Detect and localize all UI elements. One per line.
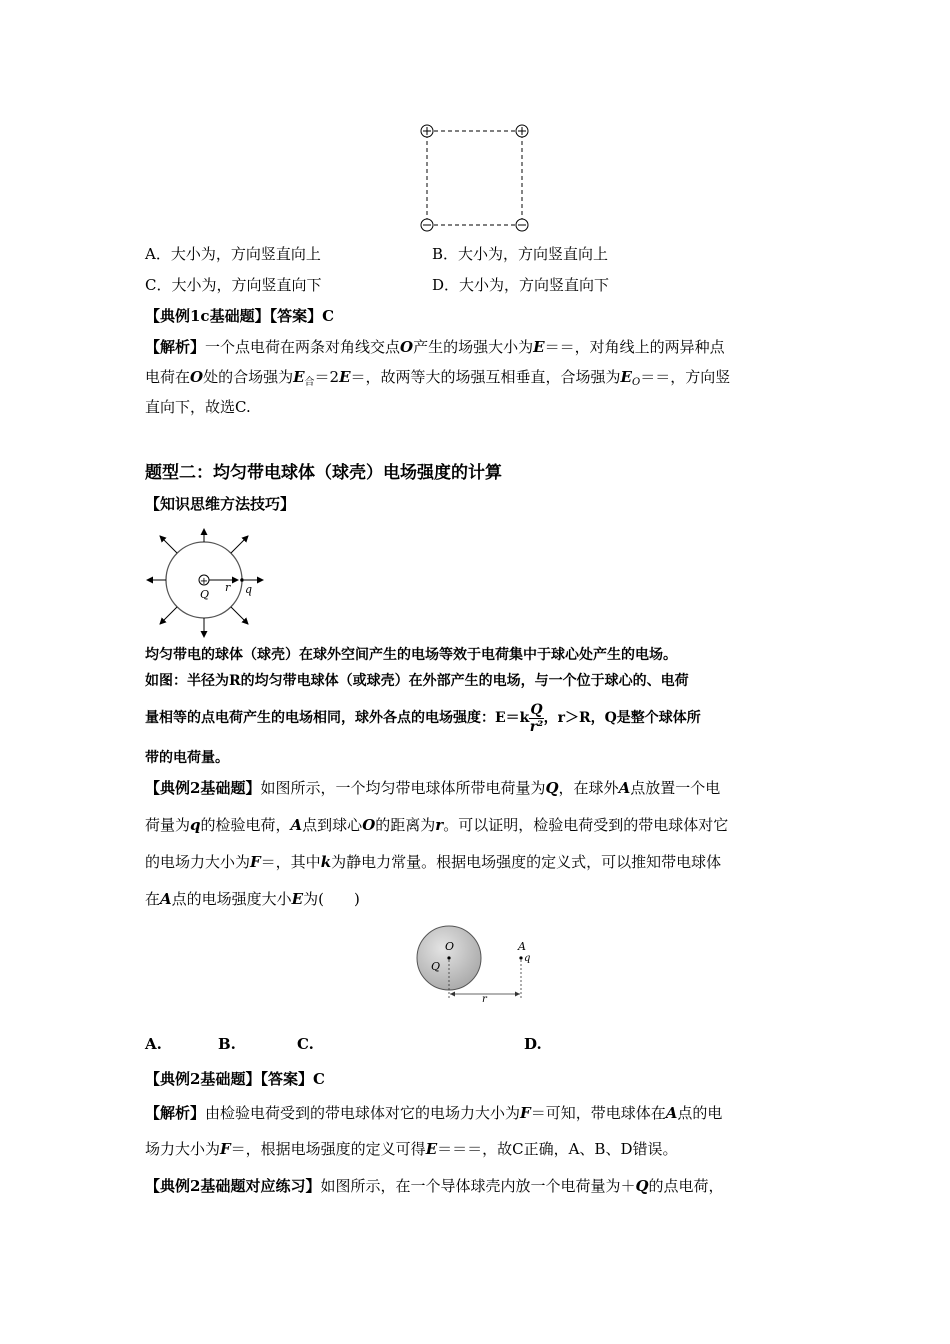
knowledge-line2: 如图：半径为R的均匀带电球体（或球壳）在外部产生的电场，与一个位于球心的、电荷 bbox=[145, 673, 689, 689]
example-1c-answer-tag: 【典例1c基础题】【答案】C bbox=[145, 307, 335, 325]
sphere-point-figure bbox=[410, 922, 540, 1002]
fig3-A: A bbox=[518, 940, 526, 953]
knowledge-line3: 量相等的点电荷产生的电场相同，球外各点的电场强度：E＝k $\frac{Q}{\text{r²}}$ ，r＞R，Q是整个球体所 bbox=[145, 701, 701, 735]
square-charges-figure bbox=[410, 118, 540, 236]
fig2-plus: + bbox=[199, 576, 209, 587]
section-title: 题型二：均匀带电球体（球壳）电场强度的计算 bbox=[145, 463, 502, 483]
fig3-Q: Q bbox=[431, 960, 441, 973]
formula-fraction: $\frac{Q}{\text{r²}}$ bbox=[529, 701, 544, 735]
example-2-line3: 的电场力大小为F＝，其中k为静电力常量。根据电场强度的定义式，可以推知带电球体 bbox=[145, 853, 722, 871]
option-d: D．大小为，方向竖直向下 bbox=[432, 276, 610, 294]
option2-b: B. bbox=[218, 1035, 236, 1053]
sphere-field-figure bbox=[143, 527, 269, 643]
example-2-line1: 【典例2基础题】如图所示，一个均匀带电球体所带电荷量为Q，在球外A点放置一个电 bbox=[145, 779, 721, 797]
knowledge-line4: 带的电荷量。 bbox=[145, 750, 229, 766]
option-c: C．大小为，方向竖直向下 bbox=[145, 276, 322, 294]
example-2-answer-tag: 【典例2基础题】【答案】C bbox=[145, 1070, 325, 1088]
positive-charge-icon bbox=[421, 125, 433, 137]
method-heading: 【知识思维方法技巧】 bbox=[145, 495, 296, 513]
example-2-analysis-line2: 场力大小为F＝，根据电场强度的定义可得E＝＝＝，故C正确，A、B、D错误。 bbox=[145, 1140, 678, 1158]
fig3-r: r bbox=[482, 994, 487, 1002]
fig2-q: q bbox=[245, 583, 253, 596]
example-1c-analysis-line2: 电荷在O处的合场强为$E_合=2E=$，故两等大的场强互相垂直，合场强为$E_O==$，方向竖 bbox=[145, 368, 731, 388]
option-a: A．大小为，方向竖直向上 bbox=[145, 245, 321, 263]
negative-charge-icon bbox=[516, 219, 528, 231]
option2-d: D. bbox=[524, 1035, 542, 1053]
fig2-Q: Q bbox=[200, 588, 210, 601]
option2-c: C. bbox=[297, 1035, 314, 1053]
positive-charge-icon bbox=[516, 125, 528, 137]
option-b: B．大小为，方向竖直向上 bbox=[432, 245, 609, 263]
fig3-O: O bbox=[445, 940, 455, 953]
example-1c-analysis-line1: 【解析】一个点电荷在两条对角线交点O产生的场强大小为E＝＝，对角线上的两异种点 bbox=[145, 338, 725, 356]
example-2-line2: 荷量为q的检验电荷，A点到球心O的距离为r。可以证明，检验电荷受到的带电球体对它 bbox=[145, 816, 729, 834]
option2-a: A. bbox=[145, 1035, 162, 1053]
example-2-line4: 在A点的电场强度大小E为( ) bbox=[145, 890, 360, 908]
fig2-r: r bbox=[225, 581, 231, 594]
negative-charge-icon bbox=[421, 219, 433, 231]
example-1c-analysis-line3: 直向下，故选C. bbox=[145, 398, 251, 416]
example-2-practice-line: 【典例2基础题对应练习】如图所示，在一个导体球壳内放一个电荷量为＋Q的点电荷， bbox=[145, 1177, 724, 1195]
fig3-q: q bbox=[524, 953, 531, 964]
knowledge-line1: 均匀带电的球体（球壳）在球外空间产生的电场等效于电荷集中于球心处产生的电场。 bbox=[145, 647, 677, 663]
example-2-analysis-line1: 【解析】由检验电荷受到的带电球体对它的电场力大小为F＝可知，带电球体在A点的电 bbox=[145, 1104, 723, 1122]
